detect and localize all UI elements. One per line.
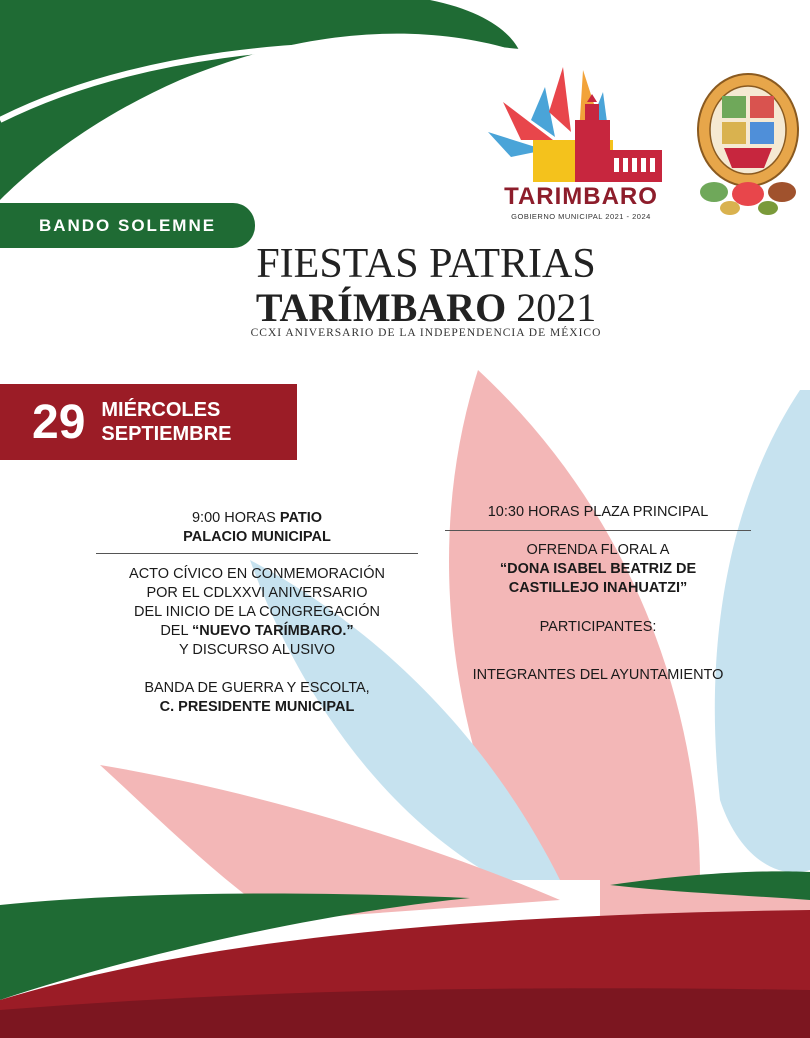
municipal-seal-icon [694,70,802,220]
left-divider [96,553,418,554]
left-desc-4-prefix: DEL [160,623,188,639]
right-desc-3: CASTILLEJO INAHUATZI” [508,580,688,596]
page-title: FIESTAS PATRIAS [256,241,596,287]
left-participants-2: C. PRESIDENTE MUNICIPAL [159,699,355,715]
right-participants-label: PARTICIPANTES: [539,619,657,635]
left-place-2: PALACIO MUNICIPAL [183,529,331,545]
title-year: 2021 [516,285,597,330]
left-desc-2: POR EL CDLXXVI ANIVERSARIO [146,585,368,601]
date-month: SEPTIEMBRE [101,423,232,445]
date-weekday: MIÉRCOLES [101,399,221,421]
date-text [101,398,231,446]
left-participants-1: BANDA DE GUERRA Y ESCOLTA, [144,680,370,696]
tarimbaro-logo-icon [483,62,668,182]
right-desc-1: OFRENDA FLORAL A [526,542,670,558]
left-event-time [96,509,418,547]
logo-tagline: GOBIERNO MUNICIPAL 2021 - 2024 [511,212,651,221]
right-event-time: 10:30 HORAS PLAZA PRINCIPAL [487,504,709,520]
right-event-description [445,541,751,598]
left-event-description [96,565,418,660]
left-event-participants [96,679,418,717]
page-subtitle: CCXI ANIVERSARIO DE LA INDEPENDENCIA DE MÉXICO [250,327,602,339]
right-divider [445,530,751,531]
title-place: TARÍMBARO [255,285,507,330]
top-green-swoosh [0,0,520,200]
logo-name: TARIMBARO [504,183,658,210]
date-day: 29 [32,395,86,449]
right-participants: INTEGRANTES DEL AYUNTAMIENTO [472,667,724,683]
right-desc-2: “DONA ISABEL BEATRIZ DE [499,561,697,577]
date-band [0,384,297,460]
left-desc-5: Y DISCURSO ALUSIVO [178,642,336,658]
page-title-line2 [0,284,810,331]
left-time-prefix: 9:00 HORAS [191,510,276,526]
left-place-1: PATIO [279,510,322,526]
bando-solemne-badge: BANDO SOLEMNE [0,203,255,248]
left-desc-3: DEL INICIO DE LA CONGREGACIÓN [133,604,380,620]
left-desc-4-bold: “NUEVO TARÍMBARO.” [192,623,354,639]
left-desc-1: ACTO CÍVICO EN CONMEMORACIÓN [129,566,385,582]
